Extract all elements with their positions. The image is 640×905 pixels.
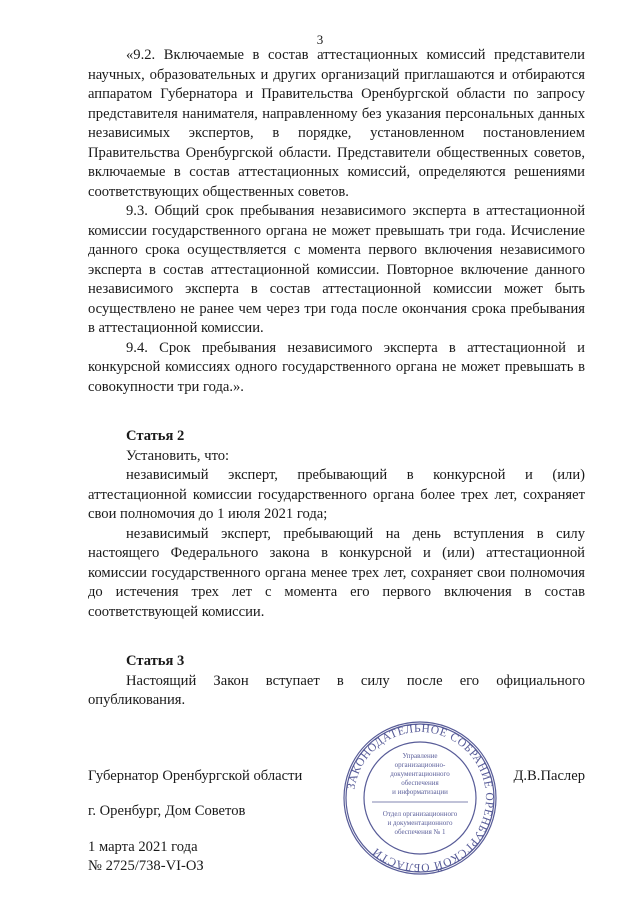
signatory-name: Д.В.Паслер	[513, 768, 585, 784]
article-2-item: независимый эксперт, пребывающий в конкурсной и (или) аттестационной комиссии государственного органа более трех лет, сохраняет свои полномочия до 1 июля 2021 года;	[88, 467, 585, 522]
official-seal-stamp	[342, 720, 498, 876]
seal-upper-line: организационно-	[394, 761, 446, 769]
law-number: № 2725/738-VI-ОЗ	[88, 858, 204, 874]
article-2-heading: Статья 2	[126, 428, 185, 444]
seal-lower-line: Отдел организационного	[382, 810, 458, 818]
signatory-position: Губернатор Оренбургской области	[88, 768, 303, 784]
law-date-number	[88, 838, 204, 876]
article-3-text: Настоящий Закон вступает в силу после его официального опубликования.	[88, 672, 585, 708]
article-2-item: независимый эксперт, пребывающий на день вступления в силу настоящего Федерального закона в конкурсной и (или) аттестационной комиссии государственного органа менее трех лет, сохраняет свои полномочия до истечения трех лет с момента его первого включения в состав соответствующей комиссии.	[88, 525, 585, 620]
paragraph-9-4: 9.4. Срок пребывания независимого эксперта в аттестационной и конкурсной комиссиях одного государственного органа не может превышать в совокупности три года.».	[88, 339, 585, 395]
seal-upper-line: обеспечения	[401, 779, 439, 787]
law-date: 1 марта 2021 года	[88, 839, 198, 855]
signing-place: г. Оренбург, Дом Советов	[88, 803, 246, 819]
paragraph-9-3: 9.3. Общий срок пребывания независимого эксперта в аттестационной комиссии государственного органа не может превышать три года. Исчисление данного срока осуществляется с момента первого включения независимого эксперта в состав аттестационной комиссии. Повторное включение данного независимого эксперта в состав аттестационной комиссии может быть осуществлено не ранее чем через три года после окончания срока пребывания в аттестационной комиссии.	[88, 203, 585, 336]
document-body	[88, 46, 585, 711]
seal-upper-line: Управление	[402, 752, 438, 760]
seal-lower-line: обеспечения № 1	[394, 828, 446, 836]
seal-upper-line: документационного	[390, 770, 450, 778]
seal-outer-ring	[344, 722, 496, 874]
article-2-intro: Установить, что:	[126, 447, 230, 464]
seal-lower-line: и документационного	[387, 819, 453, 827]
seal-upper-line: и информатизации	[392, 788, 448, 796]
page-number: 3	[316, 32, 324, 47]
seal-ring-text: ЗАКОНОДАТЕЛЬНОЕ СОБРАНИЕ ОРЕНБУРГСКОЙ ОБЛАСТИ	[345, 722, 496, 874]
article-3-heading: Статья 3	[126, 653, 185, 669]
paragraph-9-2: «9.2. Включаемые в состав аттестационных комиссий представители научных, образовательных и других организаций приглашаются и отбираются аппаратом Губернатора и Правительства Оренбургской области по запросу представителя нанимателя, направленному без указания персональных данных независимых экспертов, в порядке, установленном постановлением Правительства Оренбургской области. Представители общественных советов, включаемые в состав аттестационных комиссий, определяются решениями соответствующих общественных советов.	[88, 47, 585, 200]
